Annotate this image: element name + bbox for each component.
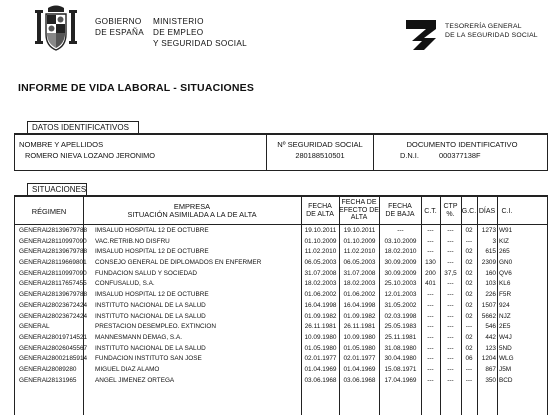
cell-ccc: 28019714521 (48, 333, 88, 341)
datos-divider (373, 135, 374, 171)
col-dias: DÍAS (478, 208, 496, 215)
cell-alta: 01.05.1980 (304, 344, 337, 352)
cell-ctp: --- (447, 323, 454, 331)
table-row (15, 279, 548, 290)
cell-alta: 18.02.2003 (304, 280, 337, 288)
cell-regimen: GENERAL (19, 259, 50, 267)
doc-value: 000377138F (439, 151, 481, 160)
cell-ccc: 28139679788 (48, 291, 88, 299)
cell-regimen: GENERAL (19, 323, 50, 331)
cell-regimen: GENERAL (19, 355, 50, 363)
cell-empresa: IMSALUD HOSPITAL 12 DE OCTUBRE (95, 291, 209, 299)
cell-ctp: --- (447, 376, 454, 384)
cell-regimen: GENERAL (19, 376, 50, 384)
cell-ctp: --- (447, 248, 454, 256)
cell-gc: 02 (465, 291, 473, 299)
cell-alta: 02.01.1977 (304, 355, 337, 363)
cell-empresa: CONFUSALUD, S.A. (95, 280, 155, 288)
cell-ccc: 28026045567 (48, 344, 88, 352)
cell-gc: 02 (465, 344, 473, 352)
cell-dias: 2309 (481, 259, 496, 267)
table-row (15, 301, 548, 312)
cell-dias: 1273 (481, 227, 496, 234)
cell-baja: 25.05.1983 (384, 323, 417, 331)
cell-ctp: --- (447, 291, 454, 299)
cell-ctp: 37,5 (444, 269, 457, 277)
cell-ct: --- (427, 323, 434, 331)
cell-dias: 867 (485, 365, 496, 373)
cell-dias: 442 (485, 333, 496, 341)
cell-efecto: 03.06.1968 (343, 376, 376, 384)
table-row (15, 344, 548, 355)
cell-ct: --- (427, 376, 434, 384)
cell-alta: 06.05.2003 (304, 259, 337, 267)
cell-efecto: 01.04.1969 (343, 365, 376, 373)
cell-gc: 02 (465, 227, 473, 234)
tgss-logo-icon (404, 17, 438, 53)
table-row (15, 333, 548, 344)
cell-baja: 12.01.2003 (384, 291, 417, 299)
cell-ccc: 28117657455 (48, 280, 87, 288)
table-row (15, 226, 548, 237)
cell-baja: 03.10.2009 (384, 237, 417, 245)
table-row (15, 312, 548, 323)
cell-baja: 25.10.2003 (384, 280, 417, 288)
cell-efecto: 01.09.1982 (343, 312, 376, 320)
cell-gc: 06 (465, 355, 473, 363)
cell-regimen: GENERAL (19, 280, 50, 288)
cell-ci: WLG (499, 355, 514, 363)
cell-ccc: 28139679788 (48, 227, 88, 234)
cell-alta: 01.09.1982 (304, 312, 337, 320)
cell-empresa: MANNESMANN DEMAG, S.A. (95, 333, 182, 341)
gobierno-de-espana-label: GOBIERNO DE ESPAÑA (95, 17, 144, 37)
cell-alta: 01.10.2009 (304, 237, 337, 245)
cell-baja: 31.08.1980 (384, 344, 417, 352)
cell-dias: 103 (485, 280, 496, 288)
table-row (15, 247, 548, 258)
cell-empresa: PRESTACION DESEMPLEO. EXTINCION (95, 323, 216, 331)
table-row (15, 269, 548, 280)
cell-regimen: GENERAL (19, 227, 50, 234)
cell-ci: W91 (499, 227, 513, 234)
cell-regimen: GENERAL (19, 237, 50, 245)
cell-ccc: 28119669801 (48, 259, 87, 267)
cell-ccc: 28139679788 (48, 248, 88, 256)
cell-empresa: IMSALUD HOSPITAL 12 DE OCTUBRE (95, 227, 209, 234)
cell-baja: --- (397, 227, 404, 234)
col-ctp: CTP %. (443, 203, 458, 218)
cell-ct: --- (427, 248, 434, 256)
doc-type: D.N.I. (400, 151, 419, 160)
situaciones-rows (15, 226, 548, 386)
cell-ci: W4J (499, 333, 512, 341)
cell-ccc: 28023672424 (48, 312, 88, 320)
cell-dias: 1507 (481, 301, 496, 309)
cell-empresa: CONSEJO GENERAL DE DIPLOMADOS EN ENFERMER (95, 259, 262, 267)
cell-empresa: ANGEL JIMENEZ ORTEGA (95, 376, 175, 384)
cell-ccc: 28023672424 (48, 301, 88, 309)
ministerio-label: MINISTERIO DE EMPLEO Y SEGURIDAD SOCIAL (153, 17, 247, 48)
cell-efecto: 18.02.2003 (343, 280, 376, 288)
cell-ccc: 28110997090 (48, 269, 87, 277)
cell-regimen: GENERAL (19, 344, 50, 352)
cell-alta: 16.04.1998 (304, 301, 337, 309)
cell-dias: 1204 (481, 355, 496, 363)
cell-alta: 01.06.2002 (304, 291, 337, 299)
cell-ct: --- (427, 333, 434, 341)
document-header (0, 0, 550, 66)
cell-ci: QV6 (499, 269, 512, 277)
col-fecha-baja: FECHA DE BAJA (385, 203, 415, 218)
cell-baja: 02.03.1998 (384, 312, 417, 320)
datos-section-tab: DATOS IDENTIFICATIVOS (27, 121, 139, 134)
cell-ctp: --- (447, 355, 454, 363)
cell-gc: 02 (465, 333, 473, 341)
cell-dias: 3 (492, 237, 496, 245)
table-row (15, 237, 548, 248)
cell-alta: 10.09.1980 (304, 333, 337, 341)
col-empresa: EMPRESA SITUACIÓN ASIMILADA A LA DE ALTA (127, 202, 257, 219)
cell-regimen: GENERAL (19, 269, 50, 277)
cell-efecto: 01.05.1980 (343, 344, 376, 352)
nss-value: 280188510501 (295, 151, 345, 160)
table-row (15, 354, 548, 365)
cell-ci: J5M (499, 365, 512, 373)
datos-divider (266, 135, 267, 171)
cell-empresa: FUNDACION SALUD Y SOCIEDAD (95, 269, 198, 277)
table-row (15, 376, 548, 387)
cell-gc: 02 (465, 248, 473, 256)
cell-alta: 11.02.2010 (304, 248, 337, 256)
cell-regimen: GENERAL (19, 301, 50, 309)
cell-efecto: 01.10.2009 (343, 237, 376, 245)
cell-efecto: 06.05.2003 (343, 259, 376, 267)
cell-dias: 226 (485, 291, 496, 299)
cell-ci: F5R (499, 291, 512, 299)
report-title: INFORME DE VIDA LABORAL - SITUACIONES (18, 82, 255, 94)
cell-ct: --- (427, 227, 434, 234)
cell-regimen: GENERAL (19, 312, 50, 320)
cell-ccc: 28089280 (48, 365, 77, 373)
cell-ctp: --- (447, 301, 454, 309)
spain-coat-of-arms-icon (34, 4, 78, 52)
cell-efecto: 11.02.2010 (343, 248, 376, 256)
cell-gc: --- (465, 376, 473, 384)
cell-ct: --- (427, 291, 434, 299)
cell-regimen: GENERAL (19, 333, 50, 341)
cell-regimen: GENERAL (19, 365, 50, 373)
cell-baja: 30.09.2009 (384, 269, 417, 277)
cell-empresa: INSTITUTO NACIONAL DE LA SALUD (95, 344, 206, 352)
cell-gc: 02 (465, 301, 473, 309)
col-ci: C.I. (501, 208, 513, 215)
cell-efecto: 19.10.2011 (343, 227, 376, 234)
cell-baja: 17.04.1969 (384, 376, 417, 384)
cell-efecto: 31.07.2008 (343, 269, 376, 277)
cell-gc: 02 (465, 312, 473, 320)
cell-baja: 30.04.1980 (384, 355, 417, 363)
cell-ct: --- (427, 344, 434, 352)
table-row (15, 290, 548, 301)
cell-ci: GN0 (499, 259, 513, 267)
cell-dias: 615 (485, 248, 496, 256)
table-row (15, 258, 548, 269)
cell-ctp: --- (447, 259, 454, 267)
col-ct: C.T. (424, 208, 437, 215)
cell-baja: 25.11.1981 (384, 333, 417, 341)
cell-empresa: INSTITUTO NACIONAL DE LA SALUD (95, 301, 206, 309)
cell-ci: 924 (499, 301, 510, 309)
cell-dias: 160 (485, 269, 496, 277)
col-fecha-efecto: FECHA DE EFECTO DE ALTA (339, 199, 379, 222)
cell-ct: --- (427, 301, 434, 309)
cell-gc: --- (465, 365, 473, 373)
nombre-label: NOMBRE Y APELLIDOS (19, 140, 104, 149)
cell-ctp: --- (447, 333, 454, 341)
col-regimen: RÉGIMEN (31, 207, 67, 216)
cell-dias: 350 (485, 376, 496, 384)
cell-ccc: 28131965 (48, 376, 77, 384)
cell-gc: --- (465, 237, 473, 245)
cell-baja: 15.08.1971 (384, 365, 417, 373)
cell-dias: 546 (485, 323, 496, 331)
cell-ccc: 28110997090 (48, 237, 87, 245)
cell-efecto: 02.01.1977 (343, 355, 376, 363)
cell-ctp: --- (447, 237, 454, 245)
cell-alta: 31.07.2008 (304, 269, 337, 277)
cell-ct: --- (427, 355, 434, 363)
cell-ci: KIZ (499, 237, 509, 245)
cell-ci: 265 (499, 248, 510, 256)
cell-ct: 401 (425, 280, 436, 288)
cell-gc: --- (465, 323, 473, 331)
col-gc: G.C. (461, 208, 477, 215)
cell-ctp: --- (447, 280, 454, 288)
cell-baja: 31.05.2002 (384, 301, 417, 309)
cell-empresa: VAC.RETRIB.NO DISFRU (95, 237, 170, 245)
cell-ct: 130 (425, 259, 436, 267)
cell-efecto: 16.04.1998 (343, 301, 376, 309)
nombre-value: ROMERO NIEVA LOZANO JERONIMO (25, 151, 156, 160)
cell-dias: 123 (485, 344, 496, 352)
cell-gc: 02 (465, 280, 473, 288)
nss-label: Nº SEGURIDAD SOCIAL (277, 140, 363, 149)
cell-regimen: GENERAL (19, 291, 50, 299)
cell-ci: 5ND (499, 344, 512, 352)
cell-efecto: 10.09.1980 (343, 333, 376, 341)
cell-empresa: IMSALUD HOSPITAL 12 DE OCTUBRE (95, 248, 209, 256)
col-fecha-alta: FECHA DE ALTA (306, 203, 334, 218)
cell-ct: --- (427, 365, 434, 373)
cell-efecto: 26.11.1981 (343, 323, 376, 331)
situaciones-table (14, 196, 548, 415)
cell-ctp: --- (447, 365, 454, 373)
cell-dias: 5662 (481, 312, 496, 320)
tgss-label: TESORERÍA GENERAL DE LA SEGURIDAD SOCIAL (445, 23, 538, 39)
cell-empresa: FUNDACION INSTITUTO SAN JOSE (95, 355, 202, 363)
cell-regimen: GENERAL (19, 248, 50, 256)
cell-baja: 18.02.2010 (384, 248, 417, 256)
table-row (15, 322, 548, 333)
cell-baja: 30.09.2009 (384, 259, 417, 267)
table-row (15, 365, 548, 376)
cell-ci: KL6 (499, 280, 511, 288)
cell-ct: 200 (425, 269, 436, 277)
cell-alta: 03.06.1968 (304, 376, 337, 384)
cell-ct: --- (427, 237, 434, 245)
cell-empresa: MIGUEL DIAZ ALAMO (95, 365, 160, 373)
cell-efecto: 01.06.2002 (343, 291, 376, 299)
cell-ci: NJZ (499, 312, 511, 320)
cell-alta: 19.10.2011 (304, 227, 337, 234)
cell-alta: 01.04.1969 (304, 365, 337, 373)
cell-ctp: --- (447, 227, 454, 234)
cell-ci: 2E5 (499, 323, 511, 331)
cell-ccc: 28002185914 (48, 355, 88, 363)
cell-ctp: --- (447, 312, 454, 320)
cell-ctp: --- (447, 344, 454, 352)
cell-gc: 02 (465, 259, 473, 267)
datos-identificativos-box (14, 134, 548, 171)
doc-label: DOCUMENTO IDENTIFICATIVO (406, 140, 518, 149)
situaciones-section-tab: SITUACIONES (27, 183, 87, 196)
cell-ct: --- (427, 312, 434, 320)
cell-alta: 26.11.1981 (304, 323, 337, 331)
cell-ci: BCD (499, 376, 513, 384)
cell-gc: 02 (465, 269, 473, 277)
header-divider (15, 224, 548, 225)
cell-empresa: INSTITUTO NACIONAL DE LA SALUD (95, 312, 206, 320)
